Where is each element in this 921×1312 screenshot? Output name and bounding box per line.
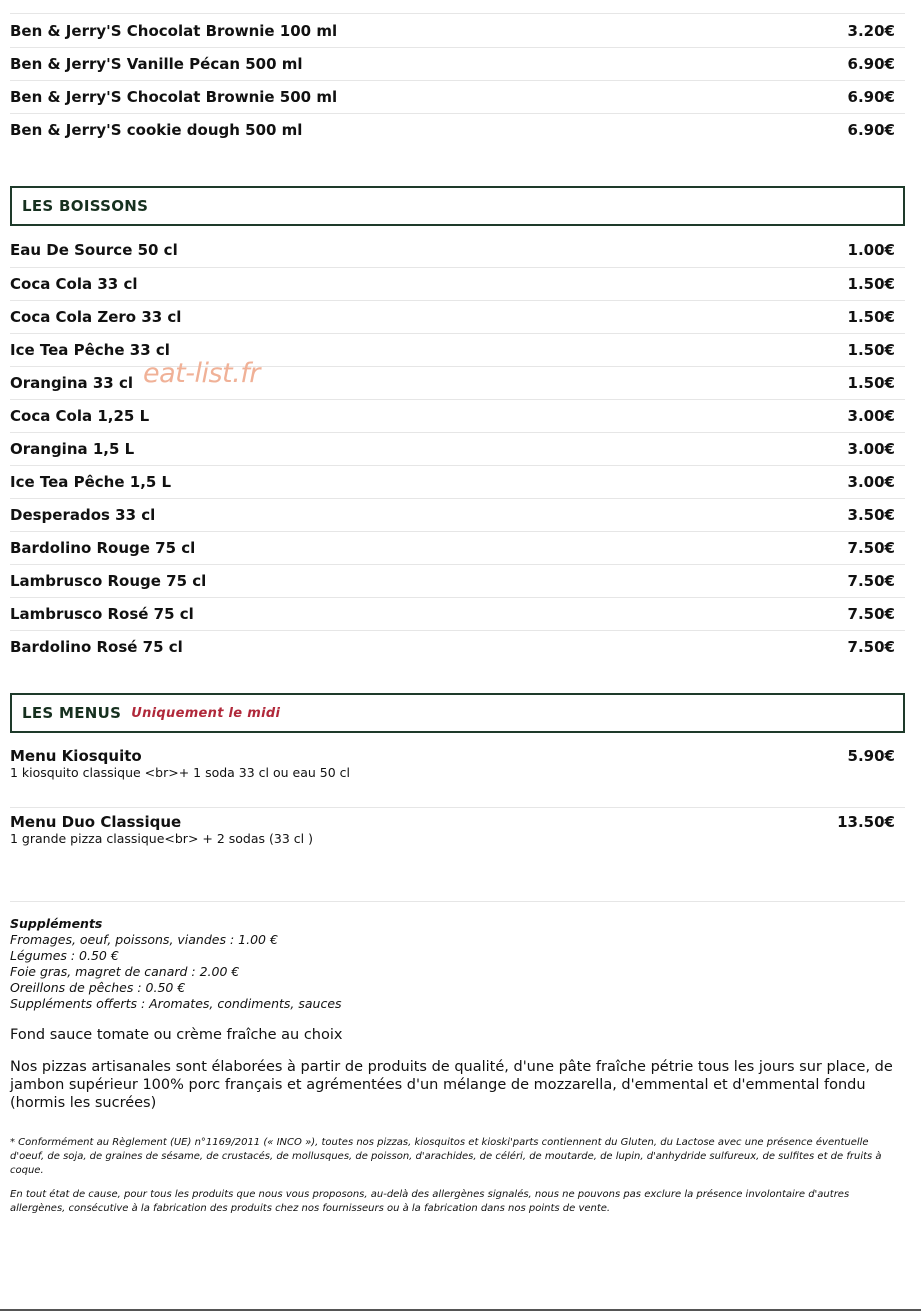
- item-price: 7.50€: [847, 605, 895, 623]
- item-name: Bardolino Rouge 75 cl: [10, 539, 196, 557]
- supplements-title: Suppléments: [10, 916, 103, 931]
- list-item: [10, 465, 905, 498]
- list-item: [10, 564, 905, 597]
- item-description: 1 kiosquito classique <br>+ 1 soda 33 cl ou eau 50 cl: [10, 765, 351, 780]
- item-price: 1.50€: [847, 275, 895, 293]
- item-name: Menu Kiosquito: [10, 747, 142, 765]
- menus-list: [10, 747, 905, 901]
- item-price: 3.50€: [847, 506, 895, 524]
- item-description: 1 grande pizza classique<br> + 2 sodas (33 cl ): [10, 831, 313, 846]
- item-price: 1.00€: [847, 240, 895, 259]
- item-name: Lambrusco Rosé 75 cl: [10, 605, 194, 623]
- section-title: LES BOISSONS: [22, 197, 149, 215]
- item-price: 7.50€: [847, 638, 895, 656]
- item-price: 6.90€: [847, 88, 895, 106]
- item-name: Ice Tea Pêche 1,5 L: [10, 473, 172, 491]
- icecream-list: [10, 14, 905, 146]
- list-item: [10, 399, 905, 432]
- bottom-rule: [0, 1309, 921, 1311]
- item-name: Lambrusco Rouge 75 cl: [10, 572, 207, 590]
- list-item: [10, 498, 905, 531]
- supplement-line: Fromages, oeuf, poissons, viandes : 1.00 €: [10, 932, 278, 947]
- list-item: [10, 47, 905, 80]
- item-name: Ben & Jerry'S Vanille Pécan 500 ml: [10, 55, 303, 73]
- supplement-line: Légumes : 0.50 €: [10, 948, 119, 963]
- item-price: 1.50€: [847, 341, 895, 359]
- item-name: Coca Cola 33 cl: [10, 275, 138, 293]
- supplement-line: Suppléments offerts : Aromates, condiments, sauces: [10, 996, 342, 1011]
- list-item: [10, 630, 905, 663]
- list-item: [10, 232, 905, 267]
- item-name: Ben & Jerry'S cookie dough 500 ml: [10, 121, 303, 139]
- item-price: 3.00€: [847, 440, 895, 458]
- list-item: [10, 432, 905, 465]
- item-price: 1.50€: [847, 374, 895, 392]
- item-price: 1.50€: [847, 308, 895, 326]
- item-name: Orangina 33 cl: [10, 374, 133, 392]
- boissons-list: [10, 232, 905, 663]
- item-name: Coca Cola 1,25 L: [10, 407, 150, 425]
- section-note: Uniquement le midi: [131, 705, 281, 721]
- section-title: LES MENUS: [22, 704, 122, 722]
- allergen-notice: * Conformément au Règlement (UE) n°1169/2011 (« INCO »), toutes nos pizzas, kiosquitos et kioski'parts contiennent du Gluten, du Lactose avec une présence éventuelle d'oeuf, de soja, de graines de sésame, de crustacés, de mollusques, de poisson, d'arachides, de céléri, de moutarde, de lupin, d'anhydride sulfureux, de sulfites et de fruits à coque.: [10, 1137, 882, 1176]
- section-header-boissons: [10, 186, 905, 226]
- supplement-line: Oreillons de pêches : 0.50 €: [10, 980, 186, 995]
- menu-page: [10, 0, 905, 1216]
- item-name: Coca Cola Zero 33 cl: [10, 308, 182, 326]
- list-item: [10, 531, 905, 564]
- watermark: eat-list.fr: [143, 358, 260, 389]
- list-item: [10, 300, 905, 333]
- item-price: 7.50€: [847, 539, 895, 557]
- sauce-note: Fond sauce tomate ou crème fraîche au choix: [10, 1027, 343, 1043]
- list-item: [10, 597, 905, 630]
- top-divider: [10, 0, 905, 14]
- item-price: 3.00€: [847, 407, 895, 425]
- item-price: 7.50€: [847, 572, 895, 590]
- pizza-description: Nos pizzas artisanales sont élaborées à partir de produits de qualité, d'une pâte fraîche pétrie tous les jours sur place, de jambon supérieur 100% porc français et agrémentées d'un mélange de mozzarella, d'emmental et d'emmental fondu (hormis les sucrées): [10, 1059, 893, 1111]
- item-name: Bardolino Rosé 75 cl: [10, 638, 183, 656]
- list-item: [10, 80, 905, 113]
- supplement-line: Foie gras, magret de canard : 2.00 €: [10, 964, 240, 979]
- list-item: [10, 807, 905, 901]
- list-item: [10, 747, 905, 807]
- item-name: Ice Tea Pêche 33 cl: [10, 341, 170, 359]
- item-name: Ben & Jerry'S Chocolat Brownie 500 ml: [10, 88, 338, 106]
- item-price: 5.90€: [847, 747, 895, 765]
- item-name: Ben & Jerry'S Chocolat Brownie 100 ml: [10, 21, 338, 40]
- item-name: Orangina 1,5 L: [10, 440, 135, 458]
- item-price: 6.90€: [847, 55, 895, 73]
- list-item: [10, 267, 905, 300]
- item-name: Menu Duo Classique: [10, 813, 182, 831]
- allergen-disclaimer: En tout état de cause, pour tous les produits que nous vous proposons, au-delà des allergènes signalés, nous ne pouvons pas exclure la présence involontaire d'autres allergènes, consécutive à la fabrication des produits chez nos fournisseurs ou à la fabrication dans nos points de vente.: [10, 1189, 850, 1214]
- supplements-block: [10, 901, 905, 1012]
- item-price: 6.90€: [847, 121, 895, 139]
- list-item: [10, 113, 905, 146]
- item-price: 3.20€: [847, 21, 895, 40]
- item-price: 3.00€: [847, 473, 895, 491]
- item-name: Eau De Source 50 cl: [10, 240, 178, 259]
- item-name: Desperados 33 cl: [10, 506, 156, 524]
- section-header-menus: [10, 693, 905, 733]
- item-price: 13.50€: [837, 813, 895, 831]
- list-item: [10, 14, 905, 47]
